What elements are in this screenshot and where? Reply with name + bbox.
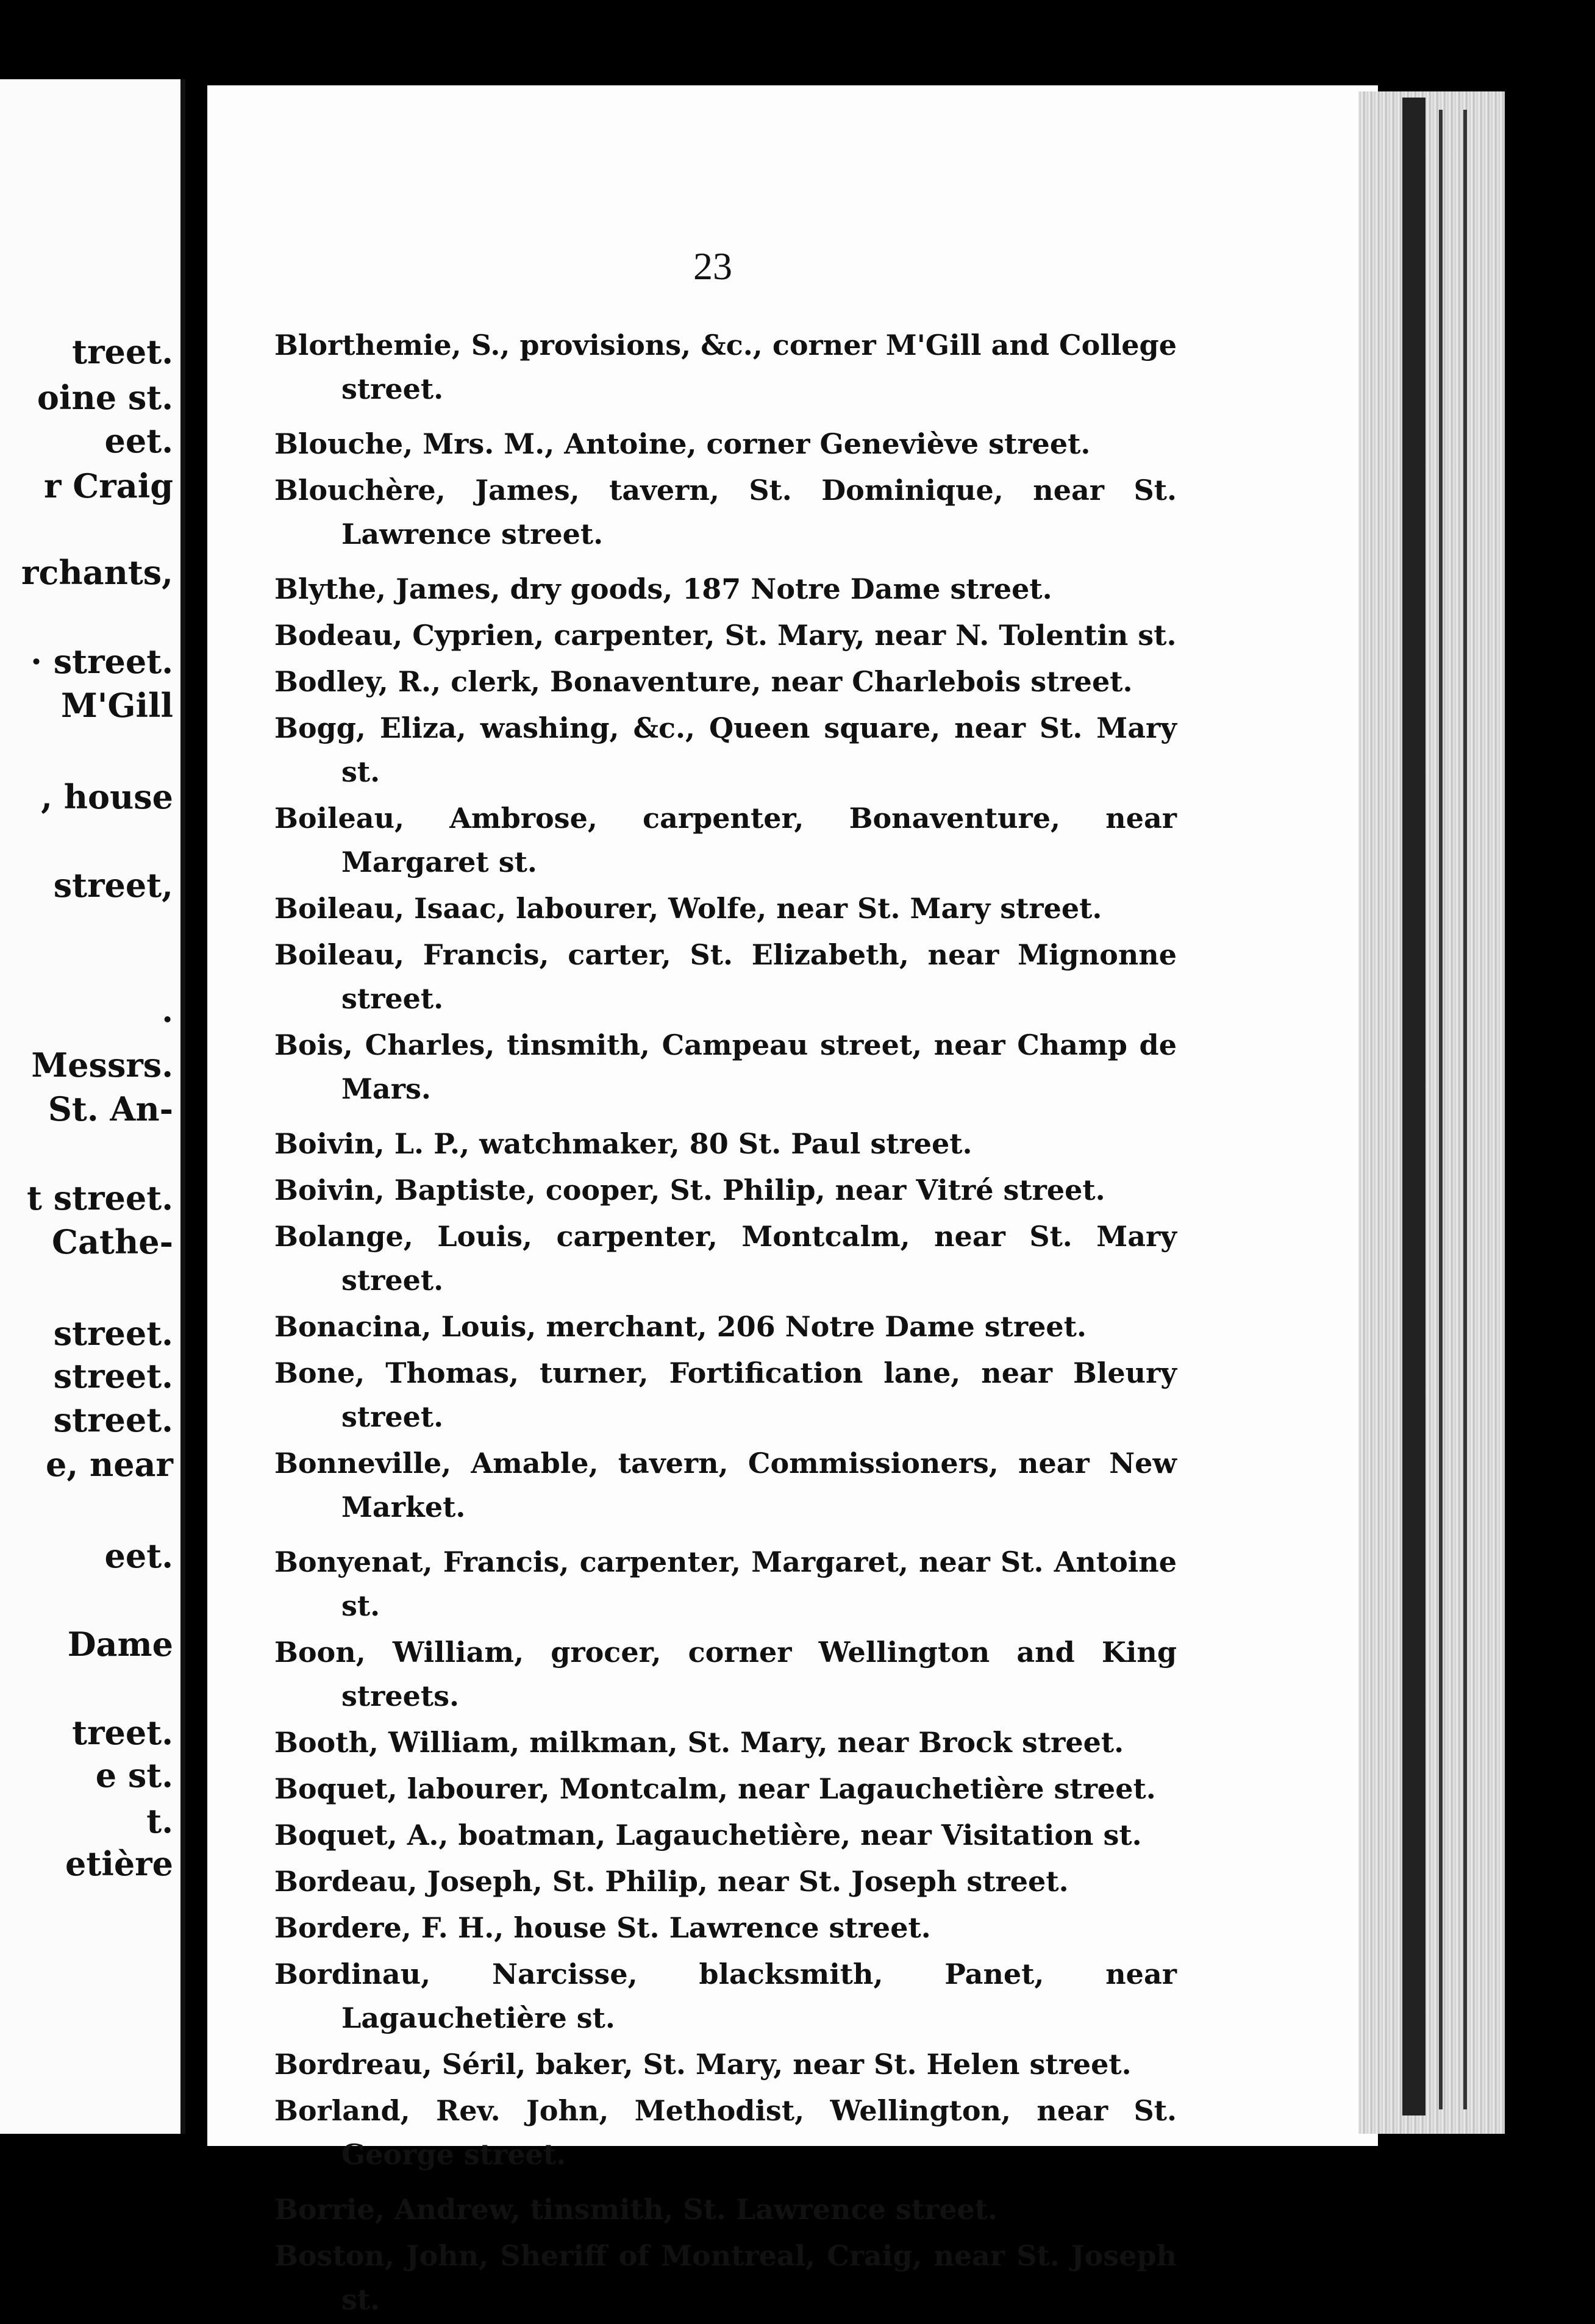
page-edge-line — [1439, 110, 1443, 2109]
directory-entry: Bonyenat, Francis, carpenter, Margaret, near St. Antoine st. — [274, 1545, 1177, 1622]
directory-entry: Booth, William, milkman, St. Mary, near Brock street. — [274, 1726, 1124, 1759]
directory-entry: Bordinau, Narcisse, blacksmith, Panet, near Lagauchetière st. — [274, 1958, 1177, 2034]
directory-entry: Blorthemie, S., provisions, &c., corner M'Gill and College street. — [274, 329, 1177, 405]
left-page-fragment — [0, 79, 185, 2134]
left-fragment: · — [162, 1000, 173, 1039]
directory-entry: Boon, William, grocer, corner Wellington and King streets. — [274, 1636, 1177, 1713]
directory-entry: Boivin, Baptiste, cooper, St. Philip, near Vitré street. — [274, 1174, 1105, 1207]
directory-entry: Borland, Rev. John, Methodist, Wellington, near St. George street. — [274, 2094, 1177, 2171]
left-fragment: M'Gill — [61, 686, 173, 725]
left-fragment: t. — [146, 1802, 173, 1841]
left-fragment: street. — [53, 1356, 173, 1395]
left-fragment: rchants, — [21, 553, 173, 592]
left-fragment: street. — [53, 1400, 173, 1439]
left-fragment: Messrs. — [31, 1046, 173, 1085]
directory-entry: Blouchère, James, tavern, St. Dominique, near St. Lawrence street. — [274, 474, 1177, 551]
left-fragment: treet. — [72, 1713, 173, 1752]
directory-entry: Bonneville, Amable, tavern, Commissioners, near New Market. — [274, 1447, 1177, 1524]
directory-entry: Bonacina, Louis, merchant, 206 Notre Dame street. — [274, 1310, 1087, 1343]
left-fragment: treet. — [72, 332, 173, 371]
page-number: 23 — [693, 244, 732, 288]
directory-entry: Bolange, Louis, carpenter, Montcalm, near St. Mary street. — [274, 1220, 1177, 1297]
left-fragment: e st. — [95, 1756, 173, 1795]
left-fragment: e, near — [45, 1445, 173, 1484]
directory-entry: Boileau, Isaac, labourer, Wolfe, near St. Mary street. — [274, 892, 1102, 925]
left-fragment: Cathe- — [52, 1222, 173, 1261]
page-edge-line — [1463, 110, 1467, 2109]
left-fragment: eet. — [104, 1536, 173, 1575]
page-edge-shadow — [1402, 98, 1426, 2115]
directory-entry: Bodeau, Cyprien, carpenter, St. Mary, near N. Tolentin st. — [274, 619, 1177, 652]
directory-entry: Bordreau, Séril, baker, St. Mary, near St. Helen street. — [274, 2048, 1132, 2081]
directory-entry: Blouche, Mrs. M., Antoine, corner Geneviève street. — [274, 427, 1091, 460]
left-fragment: street. — [53, 1314, 173, 1353]
page-edges — [1358, 91, 1505, 2134]
directory-entry: Borrie, Andrew, tinsmith, St. Lawrence street. — [274, 2193, 998, 2226]
directory-entry: Bogg, Eliza, washing, &c., Queen square, near St. Mary st. — [274, 711, 1177, 788]
directory-entry: Bordere, F. H., house St. Lawrence street. — [274, 1911, 931, 1944]
directory-entry: Boquet, labourer, Montcalm, near Lagauchetière street. — [274, 1772, 1156, 1805]
directory-entry: Bois, Charles, tinsmith, Campeau street, near Champ de Mars. — [274, 1028, 1177, 1105]
left-fragment: Dame — [67, 1625, 173, 1664]
directory-entry: Blythe, James, dry goods, 187 Notre Dame street. — [274, 572, 1052, 605]
directory-entry: Bordeau, Joseph, St. Philip, near St. Joseph street. — [274, 1865, 1069, 1898]
directory-entries — [274, 323, 1177, 2324]
directory-entry: Bone, Thomas, turner, Fortification lane, near Bleury street. — [274, 1356, 1177, 1433]
left-fragment: oine st. — [37, 378, 173, 417]
left-fragment: St. An- — [48, 1089, 173, 1128]
left-fragment: street, — [53, 866, 173, 905]
directory-entry: Boston, John, Sheriff of Montreal, Craig, near St. Joseph st. — [274, 2239, 1177, 2316]
directory-entry: Boivin, L. P., watchmaker, 80 St. Paul street. — [274, 1127, 972, 1160]
directory-entry: Boquet, A., boatman, Lagauchetière, near Visitation st. — [274, 1819, 1142, 1852]
left-fragment: t street. — [27, 1178, 173, 1217]
left-fragment: , house — [41, 777, 173, 816]
left-fragment: eet. — [104, 421, 173, 460]
left-fragment: · street. — [30, 642, 173, 681]
directory-entry: Boileau, Francis, carter, St. Elizabeth, near Mignonne street. — [274, 938, 1177, 1015]
left-fragment: etière — [65, 1844, 173, 1883]
directory-entry: Bodley, R., clerk, Bonaventure, near Charlebois street. — [274, 665, 1133, 698]
directory-entry: Boileau, Ambrose, carpenter, Bonaventure, near Margaret st. — [274, 802, 1177, 879]
left-fragment: r Craig — [44, 466, 173, 505]
